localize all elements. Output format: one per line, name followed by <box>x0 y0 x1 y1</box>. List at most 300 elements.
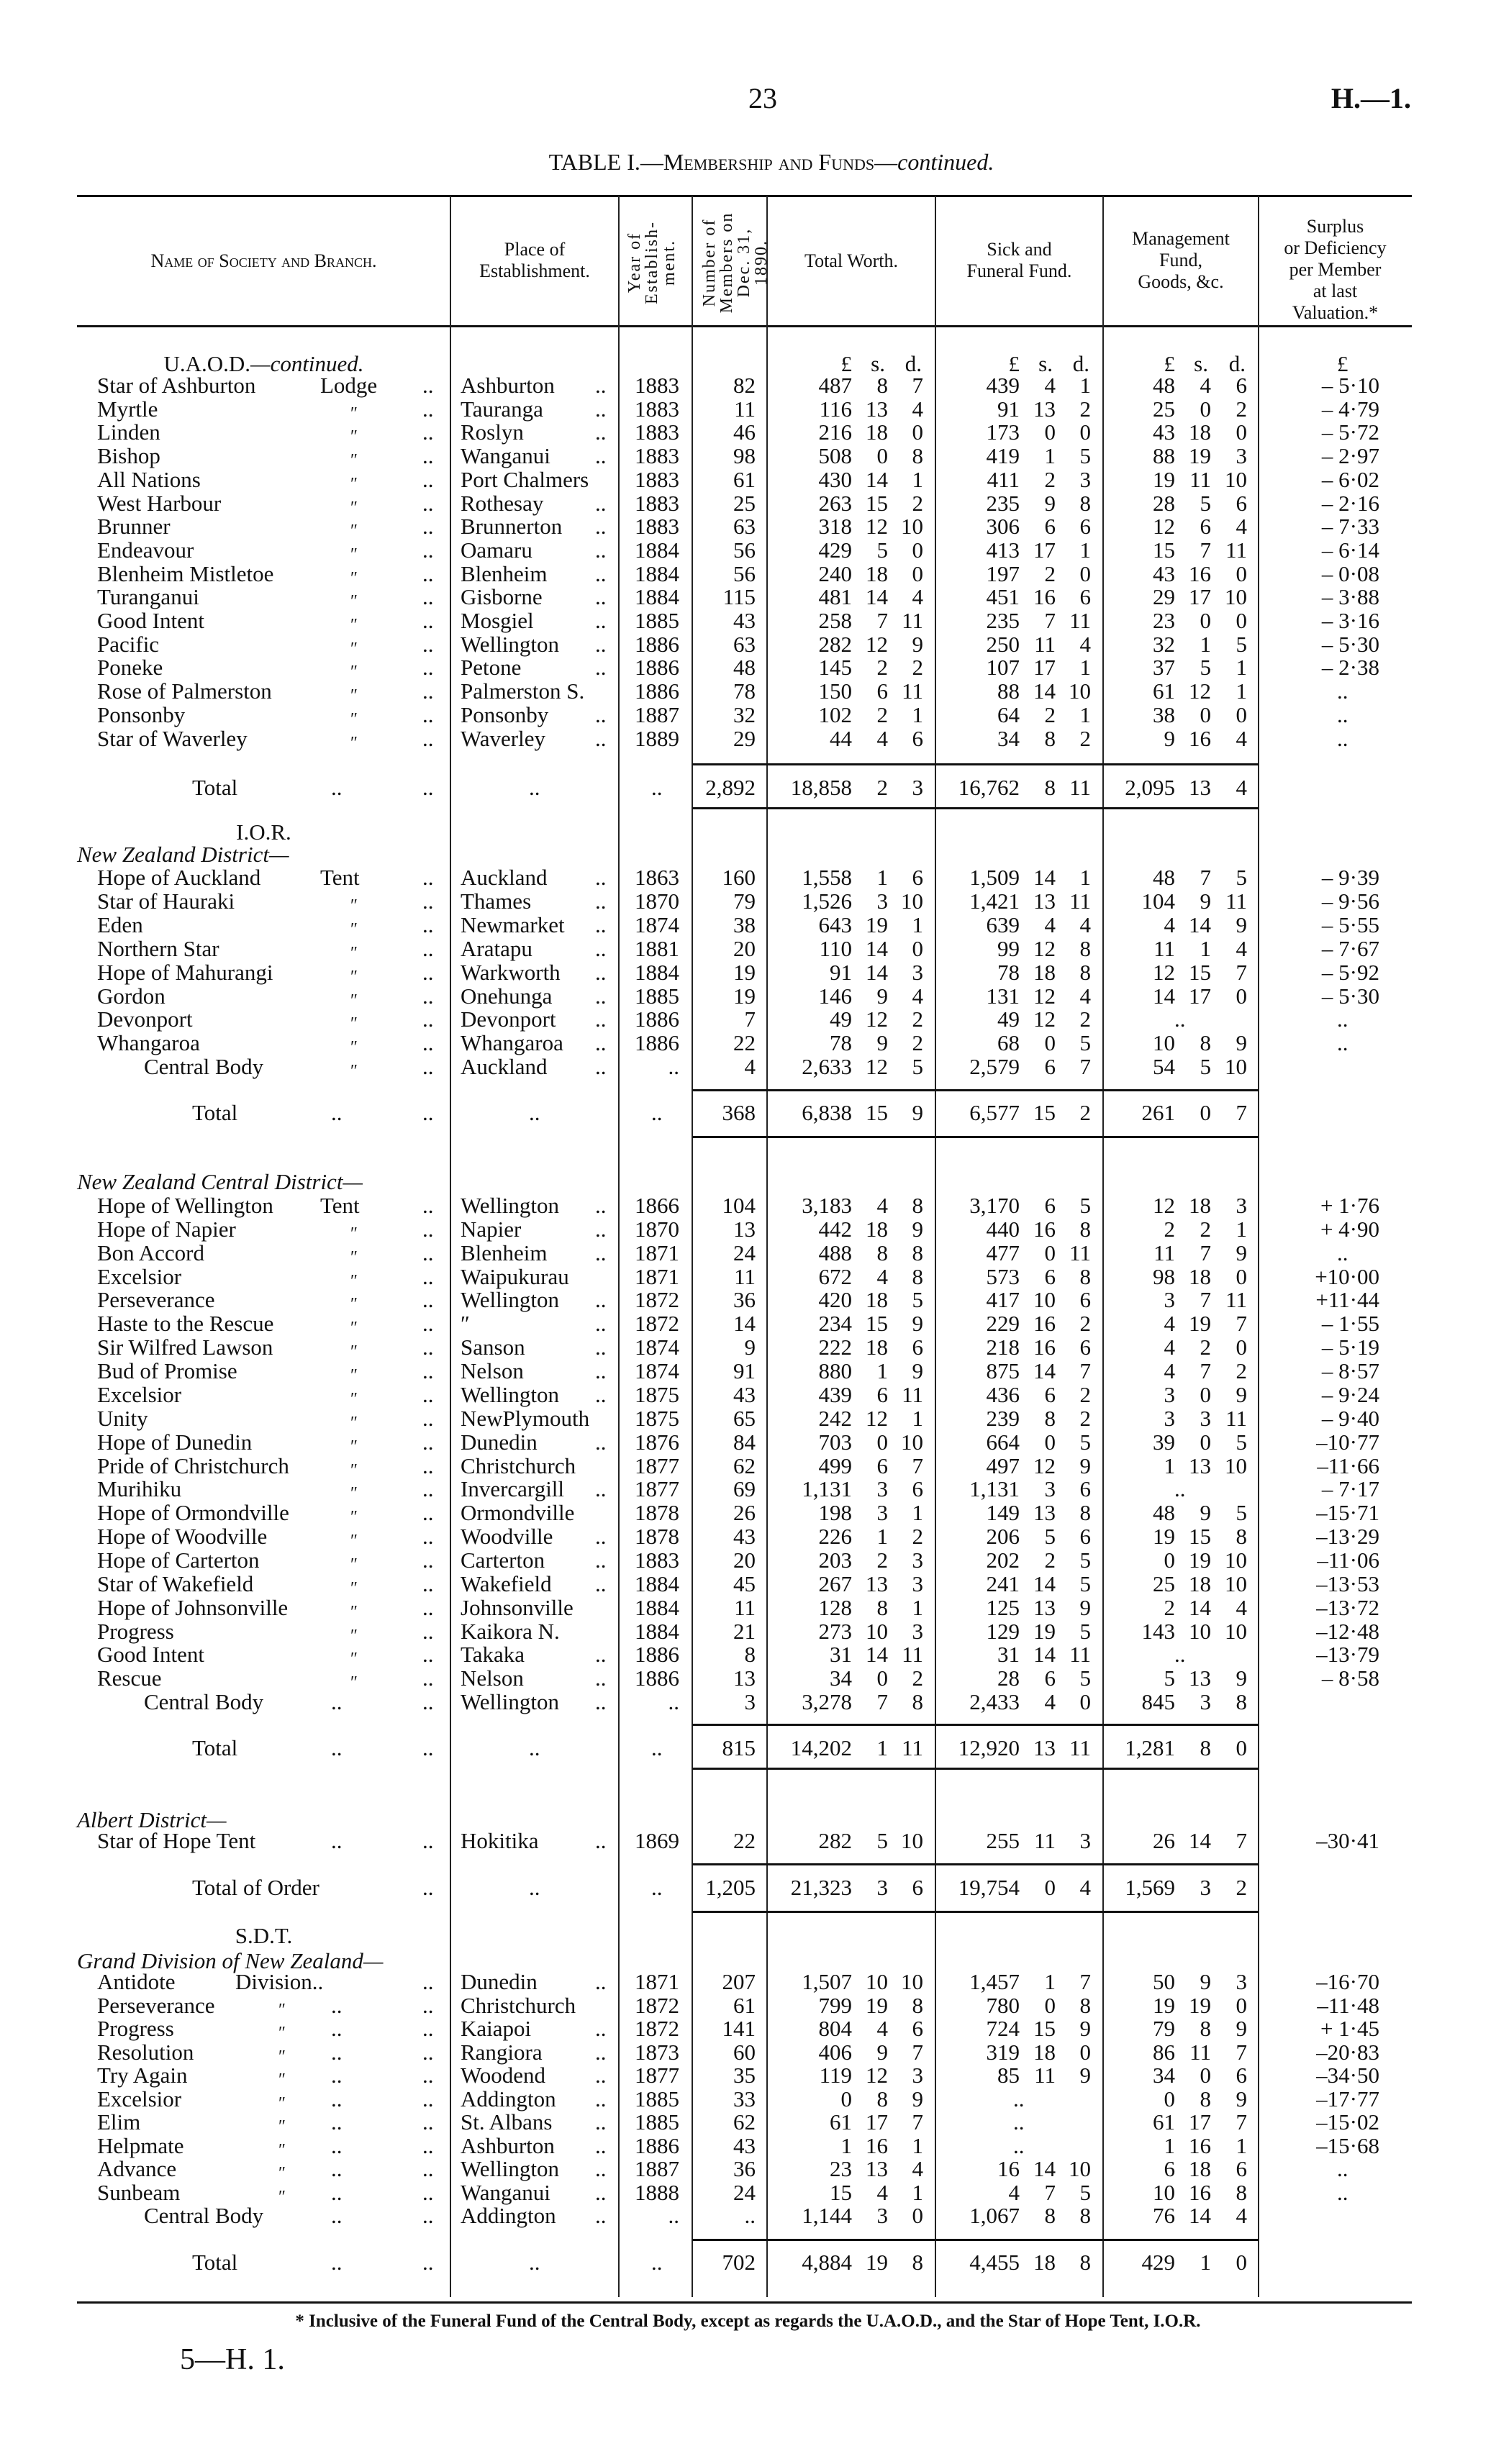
pounds-cell: 4 <box>1164 912 1175 937</box>
leader-dots: .. <box>422 865 434 890</box>
pounds-cell: 25 <box>1153 1570 1175 1596</box>
leader-dots: .. <box>595 1358 607 1383</box>
pounds-cell: 128 <box>818 1594 852 1620</box>
leader-dots: .. <box>331 1735 343 1760</box>
leader-dots: .. <box>595 490 607 516</box>
pounds-cell: 319 <box>986 2039 1020 2065</box>
leader-dots: .. <box>422 912 434 937</box>
pounds-cell: 64 <box>997 701 1020 727</box>
members-cell: 8 <box>744 1642 756 1668</box>
ditto-mark: ″ <box>278 2164 286 2183</box>
leader-dots: .. <box>595 1476 607 1502</box>
leader-dots: .. <box>422 466 434 492</box>
pounds-cell: 54 <box>1153 1054 1175 1080</box>
shillings-cell: 16 <box>1033 1216 1056 1242</box>
surplus-cell: –11·66 <box>1317 1453 1379 1478</box>
shillings-cell: 14 <box>1189 1594 1211 1620</box>
pounds-cell: 78 <box>830 1030 852 1056</box>
pence-cell: 3 <box>912 775 923 800</box>
year-cell: 1887 <box>635 701 679 727</box>
members-cell: 43 <box>733 1524 756 1549</box>
year-cell: 1884 <box>635 1618 679 1644</box>
place-cell: Ashburton <box>461 2132 555 2158</box>
ditto-mark: ″ <box>350 1626 358 1645</box>
year-cell: 1884 <box>635 537 679 563</box>
pence-cell: 8 <box>912 1193 923 1218</box>
place-cell: Waverley <box>461 725 545 751</box>
place-cell: Dunedin <box>461 1969 538 1994</box>
shillings-cell: 4 <box>1200 373 1211 398</box>
pence-cell: 8 <box>1236 1524 1247 1549</box>
shillings-cell: 6 <box>876 678 888 704</box>
pounds-cell: 222 <box>818 1335 852 1360</box>
leader-dots: .. <box>595 1193 607 1218</box>
pence-cell: 9 <box>912 1311 923 1337</box>
empty-value-cell: .. <box>1174 1476 1186 1502</box>
surplus-cell: – 1·55 <box>1321 1311 1379 1337</box>
year-cell: 1876 <box>635 1429 679 1455</box>
pence-cell: 0 <box>1236 419 1247 445</box>
members-cell: .. <box>744 2203 756 2228</box>
leader-dots: .. <box>422 537 434 563</box>
surplus-cell: –34·50 <box>1316 2063 1379 2088</box>
shillings-cell: 8 <box>1200 2086 1211 2111</box>
pence-cell: 4 <box>912 396 923 422</box>
shillings-cell: 14 <box>866 466 888 492</box>
shillings-cell: 11 <box>1189 2039 1211 2065</box>
year-cell: .. <box>668 1689 679 1715</box>
shillings-cell: 3 <box>876 2203 888 2228</box>
shillings-cell: 8 <box>1044 775 1056 800</box>
leader-dots: .. <box>422 655 434 681</box>
surplus-cell: – 5·30 <box>1321 631 1379 657</box>
pence-cell: 1 <box>1079 701 1091 727</box>
leader-dots: .. <box>422 1100 434 1125</box>
shillings-cell: 0 <box>1200 701 1211 727</box>
pounds-cell: 34 <box>1153 2063 1175 2088</box>
shillings-cell: 18 <box>1033 2250 1056 2275</box>
pounds-cell: 116 <box>819 396 852 422</box>
leader-dots: .. <box>422 1006 434 1032</box>
shillings-cell: 18 <box>1189 1193 1211 1218</box>
pounds-cell: 1,131 <box>802 1476 852 1502</box>
members-cell: 141 <box>722 2016 756 2041</box>
leader-dots: .. <box>595 1006 607 1032</box>
section-title-text: I.O.R. <box>236 819 291 845</box>
pence-cell: 1 <box>1236 1216 1247 1242</box>
place-cell: Wellington <box>461 631 559 657</box>
shillings-cell: 2 <box>1044 560 1056 586</box>
leader-dots: .. <box>331 2156 343 2181</box>
branch-name: Excelsior <box>97 2086 182 2111</box>
empty-value-cell: .. <box>1013 2132 1025 2158</box>
pence-cell: 10 <box>901 1969 923 1994</box>
surplus-cell: –15·02 <box>1316 2109 1379 2135</box>
pence-cell: 9 <box>1079 1594 1091 1620</box>
branch-name: Hope of Auckland <box>97 865 261 890</box>
surplus-cell: –12·48 <box>1316 1618 1379 1644</box>
shillings-cell: 4 <box>876 2179 888 2205</box>
pence-cell: 0 <box>1079 1689 1091 1715</box>
pounds-cell: 417 <box>986 1287 1020 1313</box>
total-rule <box>692 2239 1259 2241</box>
pounds-cell: 442 <box>818 1216 852 1242</box>
shillings-cell: 0 <box>1200 396 1211 422</box>
leader-dots: .. <box>422 560 434 586</box>
pounds-cell: 499 <box>818 1453 852 1478</box>
pounds-cell: 306 <box>986 514 1020 540</box>
branch-name: Star of Wakefield <box>97 1570 254 1596</box>
shillings-cell: 7 <box>1200 537 1211 563</box>
pence-cell: 7 <box>1079 1054 1091 1080</box>
pence-cell: 3 <box>912 1618 923 1644</box>
pounds-cell: 28 <box>997 1665 1020 1691</box>
pounds-cell: 229 <box>986 1311 1020 1337</box>
shillings-cell: 5 <box>876 537 888 563</box>
leader-dots: .. <box>331 1828 343 1853</box>
place-cell: Mosgiel <box>461 608 534 633</box>
shillings-cell: 2 <box>876 655 888 681</box>
members-cell: 65 <box>733 1405 756 1431</box>
leader-dots: .. <box>422 2179 434 2205</box>
leader-dots: .. <box>422 1570 434 1596</box>
shillings-cell: 14 <box>1189 1828 1211 1853</box>
branch-name: Try Again <box>97 2063 188 2088</box>
branch-name: Central Body <box>144 1054 264 1080</box>
shillings-cell: 7 <box>1044 608 1056 633</box>
pence-cell: 6 <box>1079 514 1091 540</box>
members-cell: 78 <box>733 678 756 704</box>
pounds-cell: 1,558 <box>802 865 852 890</box>
column-divider <box>935 196 936 2297</box>
ditto-mark: ″ <box>350 451 358 470</box>
place-cell: Woodend <box>461 2063 546 2088</box>
pounds-cell: 25 <box>1153 396 1175 422</box>
branch-name: Northern Star <box>97 935 219 961</box>
pence-cell: 6 <box>1079 1287 1091 1313</box>
leader-dots: .. <box>422 1547 434 1573</box>
leader-dots: .. <box>595 1311 607 1337</box>
pence-cell: 11 <box>902 1381 923 1407</box>
ditto-mark: ″ <box>350 686 358 706</box>
column-header-surplus: Surplus or Deficiency per Member at last Valuation.* <box>1284 216 1387 323</box>
pence-cell: 2 <box>1079 1006 1091 1032</box>
total-rule <box>692 1768 1259 1770</box>
branch-name: Bon Accord <box>97 1240 204 1265</box>
shillings-cell: 15 <box>866 1311 888 1337</box>
ditto-mark: ″ <box>350 616 358 635</box>
pence-cell: 0 <box>1079 419 1091 445</box>
place-cell: Rothesay <box>461 490 544 516</box>
surplus-cell: + 1·76 <box>1320 1193 1379 1218</box>
pence-cell: 8 <box>912 2250 923 2275</box>
shillings-cell: 8 <box>876 2086 888 2111</box>
pence-cell: 2 <box>1079 1405 1091 1431</box>
pence-cell: 7 <box>1236 1311 1247 1337</box>
members-cell: 38 <box>733 912 756 937</box>
pounds-cell: 845 <box>1141 1689 1175 1715</box>
members-total: 368 <box>722 1100 756 1125</box>
leader-dots: .. <box>595 2039 607 2065</box>
members-cell: 11 <box>734 1263 756 1289</box>
members-cell: 91 <box>733 1358 756 1383</box>
pence-cell: 4 <box>1236 1594 1247 1620</box>
surplus-cell: – 7·17 <box>1321 1476 1379 1502</box>
ditto-mark: ″ <box>350 1389 358 1409</box>
ditto-mark: ″ <box>350 522 358 541</box>
document-reference: H.—1. <box>1330 82 1411 114</box>
place-cell: Blenheim <box>461 1240 548 1265</box>
leader-dots: .. <box>595 1240 607 1265</box>
pounds-cell: 1,526 <box>802 888 852 914</box>
pence-cell: 10 <box>1225 1570 1247 1596</box>
leader-dots: .. <box>595 725 607 751</box>
year-cell: 1886 <box>635 678 679 704</box>
shillings-cell: 10 <box>866 1618 888 1644</box>
leader-dots: .. <box>595 1054 607 1080</box>
ditto-mark: ″ <box>350 1295 358 1314</box>
shillings-cell: 8 <box>876 373 888 398</box>
branch-name: Poneke <box>97 655 163 681</box>
district-heading: New Zealand Central District— <box>77 1169 363 1194</box>
members-cell: 207 <box>722 1969 756 1994</box>
pence-cell: 8 <box>912 1263 923 1289</box>
shillings-cell: 15 <box>1033 2016 1056 2041</box>
pence-cell: 10 <box>901 514 923 540</box>
members-cell: 24 <box>733 1240 756 1265</box>
pounds-cell: 43 <box>1153 419 1175 445</box>
leader-dots: .. <box>422 1594 434 1620</box>
surplus-cell: – 5·19 <box>1321 1335 1379 1360</box>
year-cell: 1870 <box>635 888 679 914</box>
members-cell: 43 <box>733 2132 756 2158</box>
leader-dots: .. <box>422 1828 434 1853</box>
branch-name: Perseverance <box>97 1287 215 1313</box>
shillings-cell: 0 <box>876 1665 888 1691</box>
pence-cell: 6 <box>1236 2156 1247 2181</box>
shillings-cell: 5 <box>1044 1524 1056 1549</box>
pounds-cell: 49 <box>997 1006 1020 1032</box>
pence-cell: 10 <box>1225 1054 1247 1080</box>
leader-dots: .. <box>595 396 607 422</box>
pounds-cell: 198 <box>818 1500 852 1526</box>
pounds-cell: 439 <box>818 1381 852 1407</box>
pence-cell: 3 <box>1079 466 1091 492</box>
shillings-cell: 7 <box>1200 1358 1211 1383</box>
pounds-cell: 18,858 <box>790 775 852 800</box>
shillings-cell: 7 <box>1200 1287 1211 1313</box>
year-cell: 1871 <box>635 1969 679 1994</box>
place-cell: Napier <box>461 1216 522 1242</box>
year-cell: 1878 <box>635 1524 679 1549</box>
leader-dots: .. <box>331 1100 343 1125</box>
pounds-cell: 9 <box>1164 725 1175 751</box>
pence-cell: 0 <box>1236 2250 1247 2275</box>
shillings-cell: 9 <box>1200 1969 1211 1994</box>
branch-name: Hope of Wellington <box>97 1193 273 1218</box>
pounds-cell: 37 <box>1153 655 1175 681</box>
pence-cell: 9 <box>1079 2063 1091 2088</box>
pence-cell: 7 <box>912 373 923 398</box>
pounds-cell: 0 <box>1164 2086 1175 2111</box>
leader-dots: .. <box>422 1500 434 1526</box>
members-cell: 48 <box>733 655 756 681</box>
pence-cell: 11 <box>1069 1735 1091 1760</box>
district-heading: Albert District— <box>77 1807 227 1832</box>
pounds-cell: 146 <box>818 983 852 1009</box>
ditto-mark: ″ <box>350 1062 358 1081</box>
shillings-cell: 13 <box>1189 1453 1211 1478</box>
year-cell: 1863 <box>635 865 679 890</box>
shillings-cell: 4 <box>1044 373 1056 398</box>
members-cell: 25 <box>733 490 756 516</box>
shillings-cell: 13 <box>1189 1665 1211 1691</box>
branch-name: Star of Hauraki <box>97 888 235 914</box>
surplus-cell: – 5·30 <box>1321 983 1379 1009</box>
pounds-cell: 1 <box>1164 2132 1175 2158</box>
shillings-cell: 3 <box>1200 1689 1211 1715</box>
pounds-cell: 4 <box>1164 1358 1175 1383</box>
shillings-cell: 8 <box>1200 1735 1211 1760</box>
unit-shilling: s. <box>871 351 885 376</box>
shillings-cell: 6 <box>1044 1193 1056 1218</box>
pence-cell: 4 <box>1079 912 1091 937</box>
shillings-cell: 12 <box>1033 1453 1056 1478</box>
pounds-cell: 436 <box>986 1381 1020 1407</box>
pounds-cell: 50 <box>1153 1969 1175 1994</box>
place-cell: Takaka <box>461 1642 525 1668</box>
pence-cell: 7 <box>912 2039 923 2065</box>
branch-name: Sir Wilfred Lawson <box>97 1335 273 1360</box>
total-rule <box>692 1911 1259 1913</box>
pounds-cell: 12,920 <box>958 1735 1020 1760</box>
shillings-cell: 12 <box>1033 983 1056 1009</box>
pounds-cell: 880 <box>818 1358 852 1383</box>
shillings-cell: 15 <box>1033 1100 1056 1125</box>
place-cell: Ponsonby <box>461 701 549 727</box>
shillings-cell: 16 <box>1033 1335 1056 1360</box>
leader-dots: .. <box>422 983 434 1009</box>
shillings-cell: 18 <box>866 1335 888 1360</box>
pounds-cell: 2 <box>1164 1216 1175 1242</box>
pence-cell: 10 <box>1225 466 1247 492</box>
unit-pound: £ <box>1008 351 1020 376</box>
pence-cell: 9 <box>1079 2016 1091 2041</box>
leader-dots: .. <box>595 865 607 890</box>
ditto-mark: ″ <box>350 1342 358 1362</box>
members-cell: 32 <box>733 701 756 727</box>
pence-cell: 1 <box>912 2179 923 2205</box>
members-cell: 29 <box>733 725 756 751</box>
pence-cell: 8 <box>1079 490 1091 516</box>
shillings-cell: 18 <box>866 1287 888 1313</box>
pounds-cell: 206 <box>986 1524 1020 1549</box>
pence-cell: 2 <box>1236 396 1247 422</box>
leader-dots: .. <box>595 1642 607 1668</box>
year-cell: 1883 <box>635 514 679 540</box>
ditto-mark: ″ <box>350 568 358 588</box>
place-cell: Oamaru <box>461 537 532 563</box>
pounds-cell: 150 <box>818 678 852 704</box>
pence-cell: 1 <box>1236 2132 1247 2158</box>
pence-cell: 9 <box>1236 1381 1247 1407</box>
pence-cell: 11 <box>902 1642 923 1668</box>
shillings-cell: 6 <box>1044 514 1056 540</box>
pence-cell: 9 <box>912 2086 923 2111</box>
surplus-cell: – 2·38 <box>1321 655 1379 681</box>
shillings-cell: 15 <box>1189 959 1211 985</box>
branch-name: Hope of Napier <box>97 1216 236 1242</box>
column-header-name: Name of Society and Branch. <box>150 250 377 271</box>
column-divider <box>1258 196 1259 2297</box>
pounds-cell: 643 <box>818 912 852 937</box>
shillings-cell: 12 <box>1033 1006 1056 1032</box>
pence-cell: 0 <box>912 935 923 961</box>
place-cell: Roslyn <box>461 419 524 445</box>
pence-cell: 8 <box>1079 2203 1091 2228</box>
members-cell: 11 <box>734 1594 756 1620</box>
pounds-cell: 241 <box>986 1570 1020 1596</box>
section-title <box>77 820 450 845</box>
year-cell: .. <box>651 775 663 800</box>
ditto-mark: ″ <box>350 896 358 915</box>
pence-cell: 9 <box>1236 1030 1247 1056</box>
pence-cell: 11 <box>1069 608 1091 633</box>
shillings-cell: 14 <box>1033 678 1056 704</box>
leader-dots: .. <box>422 584 434 610</box>
year-cell: 1887 <box>635 2156 679 2181</box>
branch-name: Murihiku <box>97 1476 182 1502</box>
pounds-cell: 85 <box>997 2063 1020 2088</box>
section-title-italic: —continued. <box>250 351 364 376</box>
members-cell: 115 <box>722 584 756 610</box>
shillings-cell: 13 <box>866 1570 888 1596</box>
members-cell: 60 <box>733 2039 756 2065</box>
pence-cell: 11 <box>1069 1240 1091 1265</box>
shillings-cell: 16 <box>1189 2179 1211 2205</box>
shillings-cell: 18 <box>1189 2156 1211 2181</box>
shillings-cell: 14 <box>1033 1570 1056 1596</box>
surplus-cell: – 5·72 <box>1321 419 1379 445</box>
pounds-cell: 239 <box>986 1405 1020 1431</box>
shillings-cell: 13 <box>1033 396 1056 422</box>
branch-name: Sunbeam <box>97 2179 181 2205</box>
pounds-cell: 107 <box>986 655 1020 681</box>
leader-dots: .. <box>422 1216 434 1242</box>
place-cell: .. <box>529 1875 540 1900</box>
pounds-cell: 21,323 <box>790 1875 852 1900</box>
surplus-cell: – 8·58 <box>1321 1665 1379 1691</box>
pence-cell: 6 <box>912 2016 923 2041</box>
year-cell: 1889 <box>635 725 679 751</box>
shillings-cell: 3 <box>876 1476 888 1502</box>
shillings-cell: 17 <box>1189 2109 1211 2135</box>
pounds-cell: 4 <box>1164 1335 1175 1360</box>
pounds-cell: 203 <box>818 1547 852 1573</box>
pence-cell: 6 <box>912 1335 923 1360</box>
year-cell: 1875 <box>635 1381 679 1407</box>
leader-dots: .. <box>422 1263 434 1289</box>
shillings-cell: 10 <box>1033 1287 1056 1313</box>
members-total: 815 <box>722 1735 756 1760</box>
year-cell: 1886 <box>635 631 679 657</box>
pence-cell: 1 <box>912 701 923 727</box>
shillings-cell: 4 <box>876 1263 888 1289</box>
column-divider <box>618 196 620 2297</box>
pence-cell: 7 <box>1236 1828 1247 1853</box>
leader-dots: .. <box>595 1547 607 1573</box>
shillings-cell: 19 <box>1189 1311 1211 1337</box>
